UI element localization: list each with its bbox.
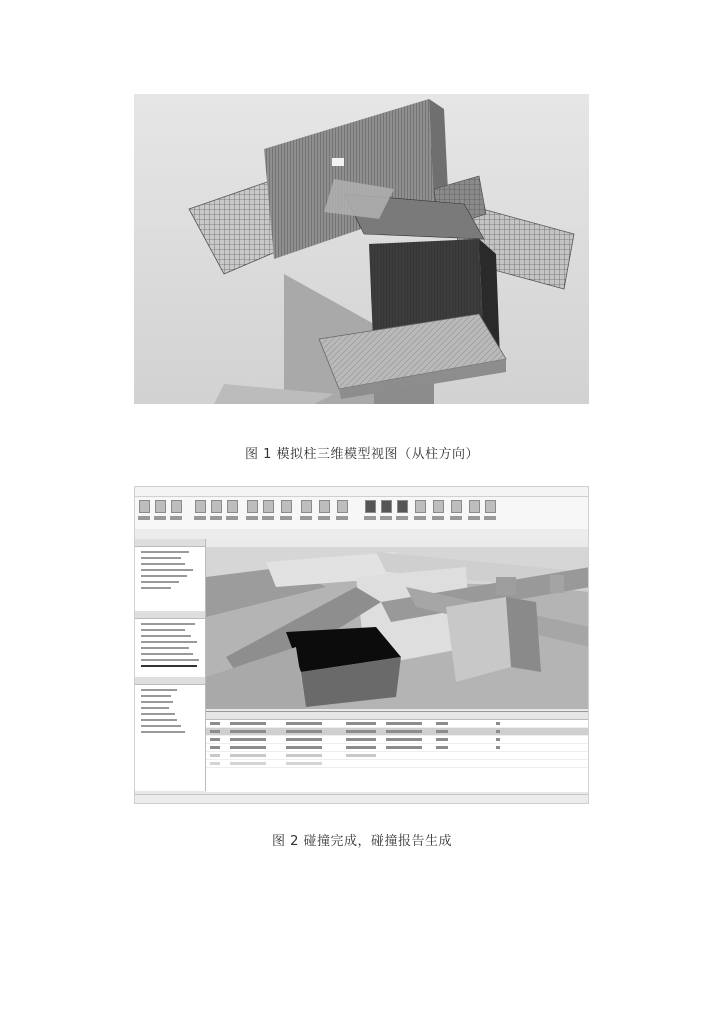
toolbar-icon	[451, 500, 462, 513]
table-row[interactable]	[206, 720, 589, 728]
toolbar-icon	[195, 500, 206, 513]
software-title-bar	[135, 487, 588, 497]
table-row[interactable]	[206, 760, 589, 768]
toolbar-icon	[247, 500, 258, 513]
toolbar-icon	[381, 500, 392, 513]
ribbon-toolbar	[135, 497, 588, 530]
toolbar-icon	[211, 500, 222, 513]
toolbar-icon	[415, 500, 426, 513]
toolbar-icon	[365, 500, 376, 513]
figure-2-image	[134, 486, 589, 804]
toolbar-icon	[319, 500, 330, 513]
panel-header	[135, 539, 205, 547]
toolbar-icon	[337, 500, 348, 513]
toolbar-icon	[263, 500, 274, 513]
toolbar-icon	[155, 500, 166, 513]
panel-header	[135, 677, 205, 685]
figure-1-caption: 图 1 模拟柱三维模型视图（从柱方向）	[244, 447, 480, 462]
figure-2-caption: 图 2 碰撞完成，碰撞报告生成	[271, 834, 453, 849]
toolbar-icon	[227, 500, 238, 513]
collision-3d-render	[206, 547, 589, 709]
toolbar-icon	[469, 500, 480, 513]
figure-1-image	[134, 94, 589, 404]
toolbar-icon	[139, 500, 150, 513]
left-side-panel	[135, 539, 206, 791]
toolbar-icon	[171, 500, 182, 513]
table-row[interactable]	[206, 728, 589, 736]
table-row[interactable]	[206, 744, 589, 752]
collision-report-table	[206, 711, 589, 792]
toolbar-icon	[433, 500, 444, 513]
toolbar-icon	[397, 500, 408, 513]
panel-header	[135, 611, 205, 619]
status-bar	[135, 794, 588, 803]
toolbar-icon	[301, 500, 312, 513]
table-row[interactable]	[206, 752, 589, 760]
toolbar-icon	[485, 500, 496, 513]
column-3d-model-render	[134, 94, 589, 404]
table-row[interactable]	[206, 736, 589, 744]
3d-viewport[interactable]	[206, 539, 589, 709]
report-header-row	[206, 712, 589, 720]
toolbar-icon	[281, 500, 292, 513]
